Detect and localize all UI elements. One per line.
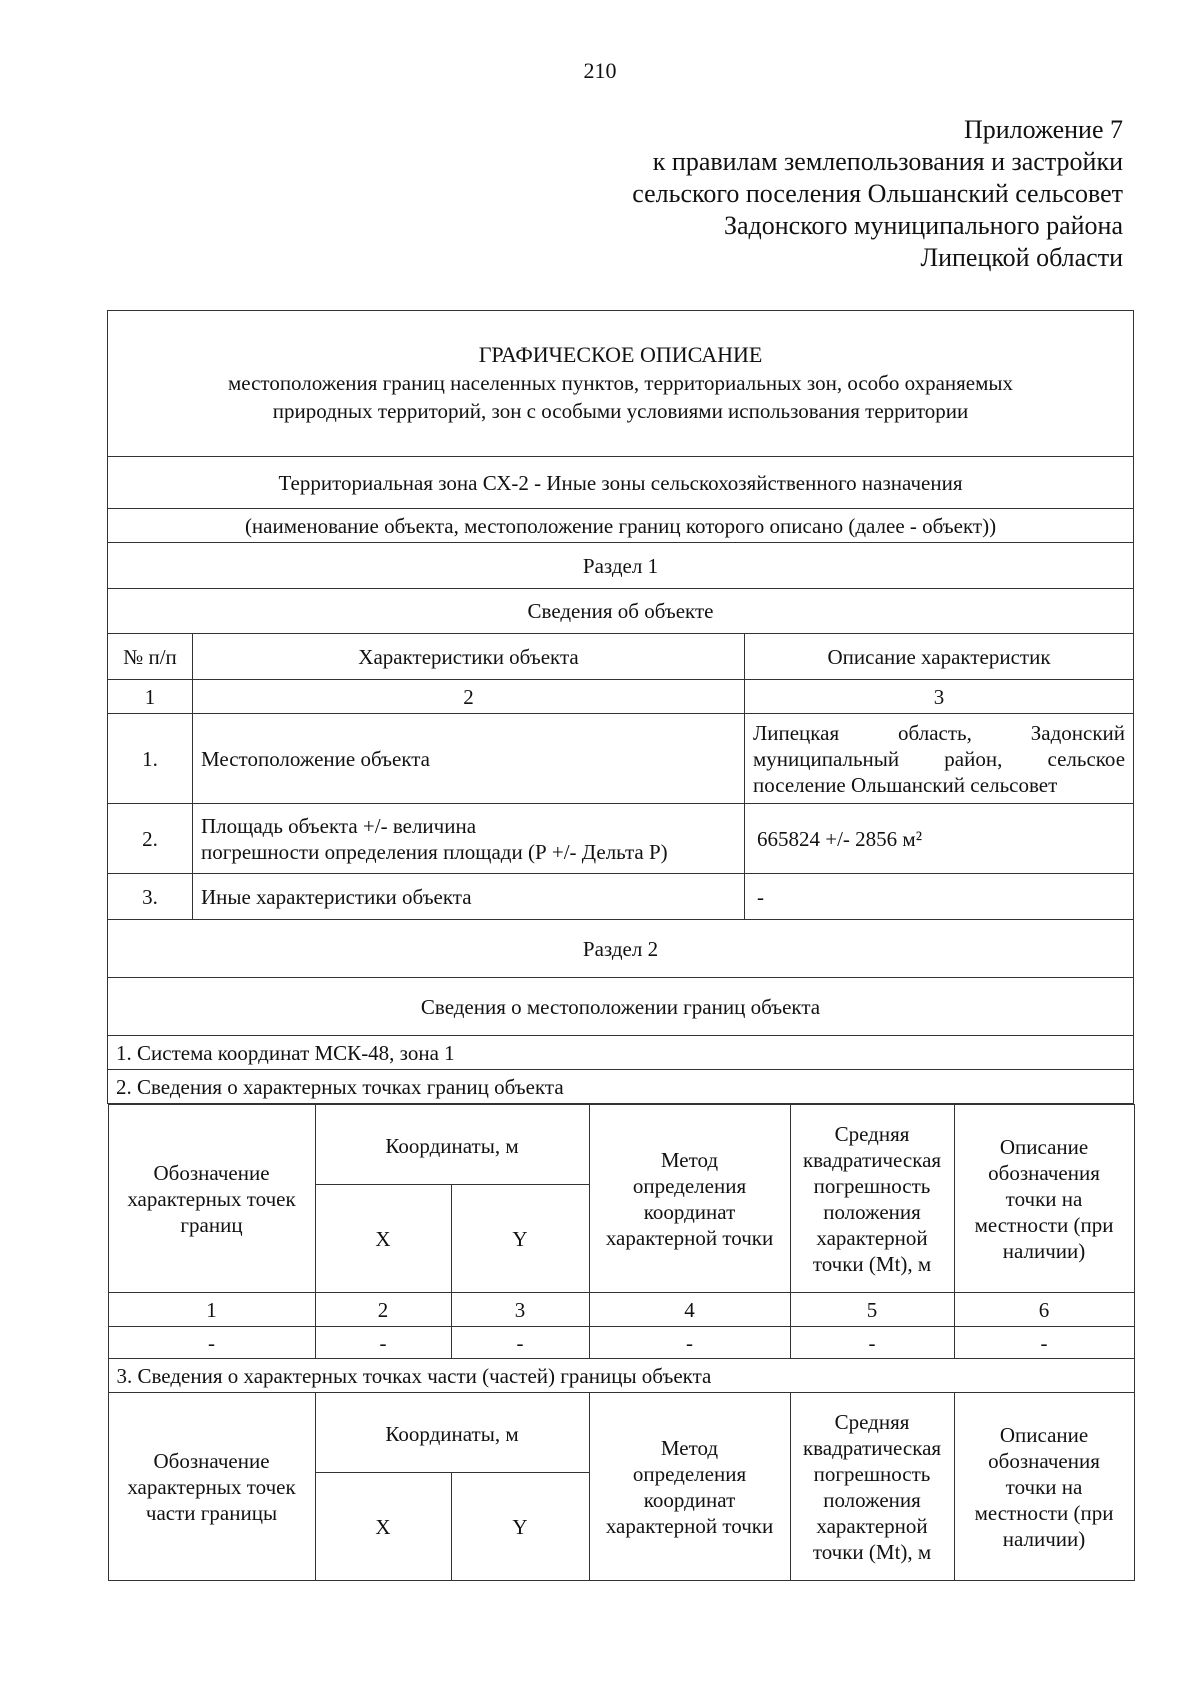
document-subtitle: местоположения границ населенных пунктов, территориальных зон, особо охраняемых (227, 370, 1014, 395)
section1-subtitle-row (108, 589, 1134, 634)
table-row (108, 874, 1134, 920)
section2-subtitle: Сведения о местоположении границ объекта (108, 978, 1134, 1036)
column-number: 2 (193, 680, 745, 714)
row-number: 3. (108, 874, 193, 920)
object-caption: (наименование объекта, местоположение границ которого описано (далее - объект)) (108, 509, 1134, 543)
points-table (108, 1104, 1135, 1581)
coordinates-header: Координаты, м (315, 1393, 589, 1473)
table-row (108, 804, 1134, 874)
points-table-container (108, 1104, 1134, 1582)
coord-system: 1. Система координат МСК-48, зона 1 (108, 1036, 1134, 1070)
empty-value: - (589, 1327, 790, 1359)
points-number-row (108, 1293, 1134, 1327)
section1-title-row (108, 543, 1134, 589)
appendix-line: Приложение 7 (963, 115, 1123, 144)
section2-subtitle-row (108, 978, 1134, 1036)
table-row (108, 1327, 1134, 1359)
parts-title-row (108, 1359, 1134, 1393)
section1-header-row (108, 634, 1134, 680)
point-designation-header: Обозначение характерных точек границ (108, 1105, 315, 1293)
row-number: 1. (108, 714, 193, 804)
description-header: Описание обозначения точки на местности (при наличии) (954, 1393, 1134, 1581)
empty-value: - (451, 1327, 589, 1359)
characteristic-name: Местоположение объекта (193, 714, 745, 804)
characteristic-value: 665824 +/- 2856 м² (745, 804, 1134, 874)
page-number: 210 (583, 58, 617, 83)
empty-value: - (954, 1327, 1134, 1359)
error-header: Средняя квадратическая погрешность положения характерной точки (Mt), м (790, 1393, 954, 1581)
column-header: Описание характеристик (745, 634, 1134, 680)
section1-number-row (108, 680, 1134, 714)
coord-system-row (108, 1036, 1134, 1070)
document-title: ГРАФИЧЕСКОЕ ОПИСАНИЕ (478, 341, 763, 367)
part-point-designation-header: Обозначение характерных точек части границы (108, 1393, 315, 1581)
column-number: 4 (589, 1293, 790, 1327)
appendix-line: к правилам землепользования и застройки (652, 147, 1123, 176)
appendix-line: Липецкой области (920, 243, 1123, 272)
coordinates-header: Координаты, м (315, 1105, 589, 1185)
appendix-block (632, 114, 1123, 274)
value-line: поселение Ольшанский сельсовет (753, 772, 1058, 797)
table-row (108, 714, 1134, 804)
header-cell (108, 311, 1134, 457)
object-name-row (108, 457, 1134, 509)
section2-title: Раздел 2 (108, 920, 1134, 978)
points-table-row (108, 1104, 1134, 1582)
characteristic-value: - (745, 874, 1134, 920)
appendix-line: сельского поселения Ольшанский сельсовет (632, 179, 1123, 208)
column-number: 3 (745, 680, 1134, 714)
y-header: Y (451, 1185, 589, 1293)
points-title: 2. Сведения о характерных точках границ объекта (108, 1070, 1134, 1104)
name-line: погрешности определения площади (Р +/- Дельта Р) (201, 839, 668, 864)
empty-value: - (315, 1327, 451, 1359)
section1-title: Раздел 1 (108, 543, 1134, 589)
method-header: Метод определения координат характерной точки (589, 1393, 790, 1581)
x-header: X (315, 1185, 451, 1293)
column-number: 3 (451, 1293, 589, 1327)
object-caption-row (108, 509, 1134, 543)
method-header: Метод определения координат характерной точки (589, 1105, 790, 1293)
column-number: 6 (954, 1293, 1134, 1327)
value-line: Липецкая область, Задонский (753, 720, 1126, 745)
column-number: 5 (790, 1293, 954, 1327)
column-number: 2 (315, 1293, 451, 1327)
section2-title-row (108, 920, 1134, 978)
points-title-row (108, 1070, 1134, 1104)
description-header: Описание обозначения точки на местности (при наличии) (954, 1105, 1134, 1293)
characteristic-value (745, 714, 1134, 804)
graphic-description-table (107, 310, 1134, 1581)
x-header: X (315, 1473, 451, 1581)
column-header: Характеристики объекта (193, 634, 745, 680)
characteristic-name: Иные характеристики объекта (193, 874, 745, 920)
appendix-line: Задонского муниципального района (723, 211, 1123, 240)
column-number: 1 (108, 1293, 315, 1327)
empty-value: - (108, 1327, 315, 1359)
name-line: Площадь объекта +/- величина (201, 813, 477, 838)
section1-subtitle: Сведения об объекте (108, 589, 1134, 634)
parts-title: 3. Сведения о характерных точках части (частей) границы объекта (108, 1359, 1134, 1393)
error-header: Средняя квадратическая погрешность положения характерной точки (Mt), м (790, 1105, 954, 1293)
y-header: Y (451, 1473, 589, 1581)
column-number: 1 (108, 680, 193, 714)
empty-value: - (790, 1327, 954, 1359)
object-name: Территориальная зона СХ-2 - Иные зоны сельскохозяйственного назначения (108, 457, 1134, 509)
value-line: муниципальный район, сельское (753, 746, 1126, 771)
characteristic-name (193, 804, 745, 874)
document-subtitle: природных территорий, зон с особыми условиями использования территории (272, 398, 969, 423)
column-header: № п/п (108, 634, 193, 680)
header-row (108, 311, 1134, 457)
row-number: 2. (108, 804, 193, 874)
